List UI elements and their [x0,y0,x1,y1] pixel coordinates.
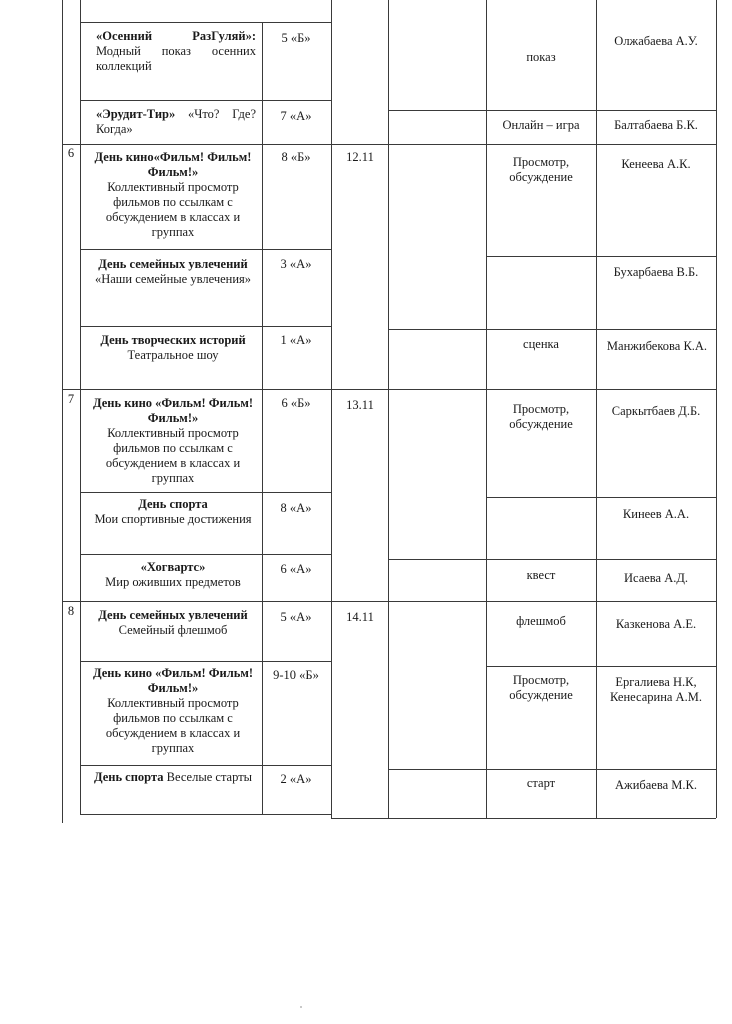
grid-line [331,818,716,819]
event-title: День кино «Фильм! Фильм! Фильм!» [92,666,254,695]
event-title: День кино «Фильм! Фильм! Фильм!» [92,396,254,425]
grid-line [62,0,63,823]
event-cell [88,257,258,287]
class-cell: 9-10 «Б» [273,668,319,682]
grid-line [80,0,81,814]
grid-line [486,0,487,818]
class-cell: 6 «А» [280,562,312,576]
grid-line [80,326,331,327]
event-cell [88,608,258,638]
grid-line [62,601,716,602]
class-cell: 8 «Б» [281,150,311,164]
responsible-cell: Кенеева А.К. [621,157,691,171]
grid-line [80,22,331,23]
responsible-cell: Казкенова А.Е. [615,617,697,631]
grid-line [262,22,263,814]
row-number: 8 [67,604,75,618]
event-description: Мои спортивные достижения [94,512,252,526]
event-cell [88,560,258,590]
responsible-cell: Кинеев А.А. [622,507,690,521]
class-cell: 2 «А» [280,772,312,786]
event-description: Коллективный просмотр фильмов по ссылкам с обсуждением в классах и группах [105,426,241,485]
form-cell: Онлайн – игра [502,118,580,132]
event-description: «Что? Где? Когда» [96,107,256,136]
grid-line [486,256,716,257]
event-description: Мир оживших предметов [105,575,241,589]
event-cell [96,29,256,74]
event-description: Семейный флешмоб [118,623,228,637]
responsible-cell: Исаева А.Д. [623,571,689,585]
responsible-cell: Ергалиева Н.К, Кенесарина А.М. [610,675,702,704]
grid-line [62,389,716,390]
event-title: День творческих историй [100,333,246,347]
class-cell: 6 «Б» [281,396,311,410]
form-cell: показ [526,50,556,64]
event-cell [88,770,258,785]
event-description: Веселые старты [166,770,253,784]
grid-line [80,814,331,815]
event-title: День семейных увлечений [98,257,248,271]
event-title: День кино«Фильм! Фильм! Фильм!» [94,150,252,179]
event-title: День семейных увлечений [98,608,248,622]
class-cell: 5 «Б» [281,31,311,45]
responsible-cell: Манжибекова К.А. [606,339,708,353]
event-description: Коллективный просмотр фильмов по ссылкам с обсуждением в классах и группах [105,180,241,239]
event-cell [88,497,258,527]
grid-line [80,100,331,101]
grid-line [388,329,716,330]
responsible-cell: Олжабаева А.У. [614,34,698,48]
grid-line [388,110,716,111]
row-number: 7 [67,392,75,406]
event-cell [88,150,258,240]
grid-line [486,497,716,498]
date-cell: 14.11 [346,610,374,624]
form-cell: квест [526,568,556,582]
responsible-cell: Ажибаева М.К. [615,778,697,792]
grid-line [80,492,331,493]
grid-line [486,666,716,667]
grid-line [388,0,389,818]
grid-line [596,0,597,818]
responsible-cell: Бухарбаева В.Б. [613,265,699,279]
grid-line [62,144,716,145]
date-cell: 13.11 [346,398,374,412]
event-title: «Хогвартс» [140,560,206,574]
date-cell: 12.11 [346,150,374,164]
grid-line [331,0,332,818]
row-number: 6 [67,146,75,160]
event-description: Коллективный просмотр фильмов по ссылкам с обсуждением в классах и группах [105,696,241,755]
class-cell: 8 «А» [280,501,312,515]
event-title: День спорта [138,497,208,511]
form-cell: Просмотр, обсуждение [509,673,573,702]
event-title: День спорта [93,770,164,784]
form-cell: Просмотр, обсуждение [509,155,573,184]
event-cell [88,396,258,486]
class-cell: 7 «А» [280,109,312,123]
form-cell: Просмотр, обсуждение [509,402,573,431]
grid-line [80,661,331,662]
grid-line [388,559,716,560]
event-cell [88,333,258,363]
class-cell: 1 «А» [280,333,312,347]
class-cell: 3 «А» [280,257,312,271]
grid-line [80,554,331,555]
event-title: «Осенний РазГуляй»: [96,29,256,43]
event-cell [88,666,258,756]
event-title: «Эрудит-Тир» [96,107,176,121]
grid-line [80,765,331,766]
responsible-cell: Саркытбаев Д.Б. [611,404,701,418]
form-cell: флешмоб [516,614,566,628]
form-cell: сценка [523,337,559,351]
event-description: «Наши семейные увлечения» [94,272,252,286]
responsible-cell: Балтабаева Б.К. [614,118,698,132]
grid-line [716,0,717,818]
grid-line [80,249,331,250]
form-cell: старт [526,776,556,790]
scan-speck [300,1006,302,1008]
event-cell [96,107,256,137]
event-description: Модный показ осенних коллекций [96,44,256,73]
class-cell: 5 «А» [280,610,312,624]
grid-line [388,769,716,770]
event-description: Театральное шоу [127,348,219,362]
